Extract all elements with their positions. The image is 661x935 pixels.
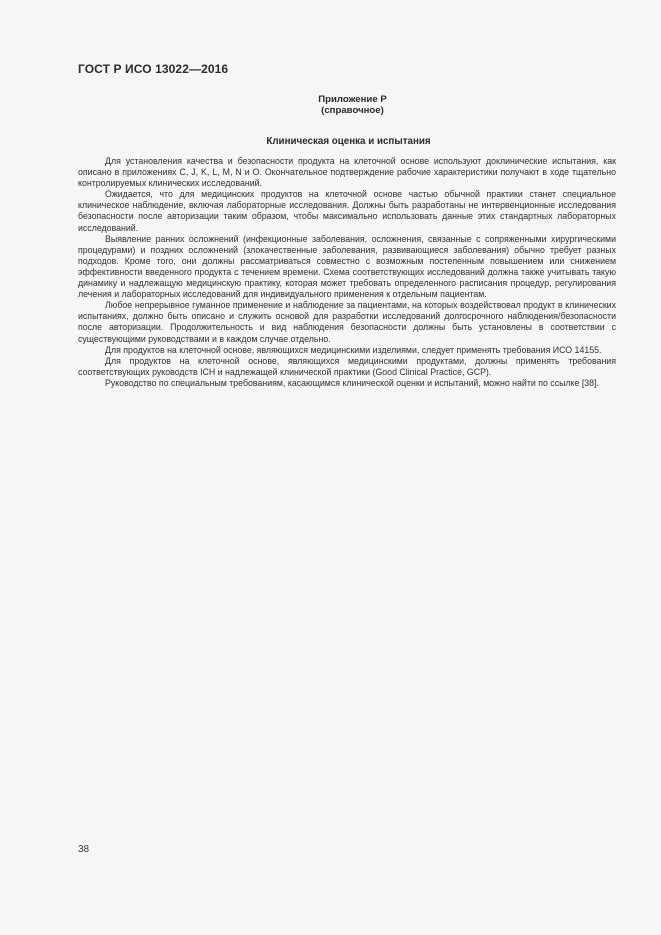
standard-code-header: ГОСТ Р ИСО 13022—2016: [78, 62, 229, 76]
paragraph: Для продуктов на клеточной основе, являющихся медицинскими изделиями, следует применять требования ИСО 14155.: [105, 344, 602, 355]
paragraph: Выявление ранних осложнений (инфекционные заболевания, осложнения, связанные с сопряженными хирургическими процедурами) и поздних осложнений (злокачественные заболевания, развивающиеся заболевания) обычно требует разных подходов. Кроме того, они должны рассматриваться совместно с возможным постепенным повышением или снижением эффективности введенного продукта с течением времени. Схема соответствующих исследований должна также учитывать такую динамику и надлежащую медицинскую практику, которая может требовать определенного расписания процедур, регулирования лечения и лабораторных исследований для индивидуального применения к отдельным пациентам.: [78, 233, 616, 300]
paragraph: Для установления качества и безопасности продукта на клеточной основе используют доклинические испытания, как описано в приложениях C, J, K, L, M, N и O. Окончательное подтверждение рабочие характеристики получают в ходе тщательно контролируемых клинических исследований.: [78, 156, 616, 189]
paragraph: Руководство по специальным требованиям, касающимся клинической оценки и испытаний, можно найти по ссылке [38].: [105, 377, 599, 388]
paragraph: Любое непрерывное гуманное применение и наблюдение за пациентами, на которых воздействовал продукт в клинических испытаниях, должно быть описано и служить основой для разработки исследований долгосрочного наблюдения/безопасности после авторизации. Продолжительность и вид наблюдения безопасности должны быть установлены в соответствии с существующими руководствами и в каждом случае отдельно.: [78, 300, 616, 344]
body-text: [78, 156, 616, 389]
annex-type: (справочное): [321, 105, 384, 116]
annex-title: Приложение Р: [318, 94, 387, 105]
paragraph: Для продуктов на клеточной основе, являющихся медицинскими продуктами, должны применять требования соответствующих руководств ICH и надлежащей клинической практики (Good Clinical Practice, GCP).: [78, 355, 616, 377]
paragraph: Ожидается, что для медицинских продуктов на клеточной основе частью обычной практики станет специальное клиническое наблюдение, включая лабораторные исследования. Должны быть разработаны не интервенционные исследования безопасности после авторизации таким образом, чтобы максимально использовать данные этих стандартных лабораторных исследований.: [78, 189, 616, 233]
page-number: 38: [78, 844, 90, 855]
section-title: Клиническая оценка и испытания: [266, 136, 431, 147]
